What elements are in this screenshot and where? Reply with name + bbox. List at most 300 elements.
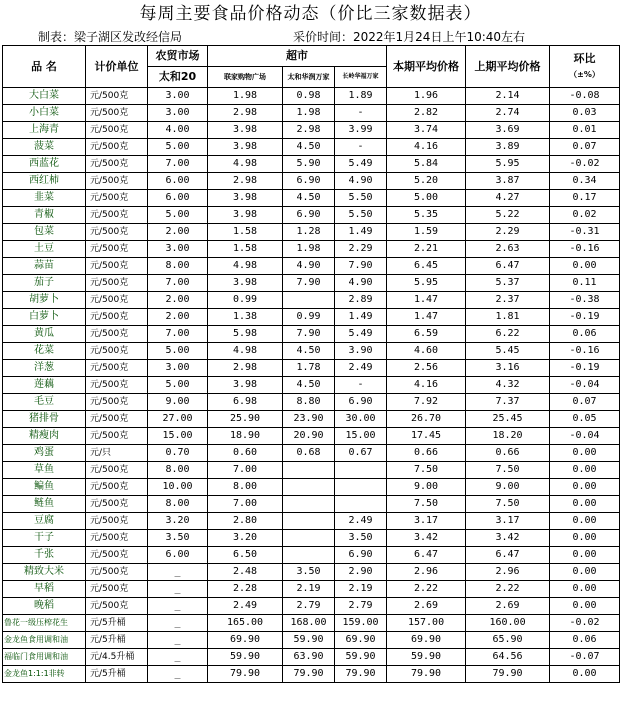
price-unit-cell: 元/500克 bbox=[86, 513, 148, 530]
table-row bbox=[3, 190, 620, 207]
change-cell: 0.00 bbox=[550, 598, 620, 615]
price-unit-cell: 元/500克 bbox=[86, 547, 148, 564]
price-unit-cell: 元/500克 bbox=[86, 326, 148, 343]
farm-market-price-cell: 8.00 bbox=[148, 258, 208, 275]
item-name-cell: 精瘦肉 bbox=[3, 428, 86, 445]
store2-price-cell: 4.50 bbox=[283, 377, 335, 394]
table-row bbox=[3, 479, 620, 496]
table-row bbox=[3, 292, 620, 309]
avg-now-cell: 5.20 bbox=[387, 173, 466, 190]
store2-price-cell: 168.00 bbox=[283, 615, 335, 632]
price-unit-cell: 元/500克 bbox=[86, 343, 148, 360]
store1-price-cell: 8.00 bbox=[208, 479, 283, 496]
avg-now-cell: 6.45 bbox=[387, 258, 466, 275]
item-name-cell: 洋葱 bbox=[3, 360, 86, 377]
table-row bbox=[3, 224, 620, 241]
store2-price-cell: 63.90 bbox=[283, 649, 335, 666]
store3-price-cell: 2.49 bbox=[335, 513, 387, 530]
avg-prev-cell: 2.74 bbox=[466, 105, 550, 122]
item-name-cell: 晚稻 bbox=[3, 598, 86, 615]
table-row bbox=[3, 632, 620, 649]
store2-price-cell: 2.98 bbox=[283, 122, 335, 139]
store1-price-cell: 2.28 bbox=[208, 581, 283, 598]
item-name-cell: 鸡蛋 bbox=[3, 445, 86, 462]
price-unit-cell: 元/500克 bbox=[86, 173, 148, 190]
table-row bbox=[3, 241, 620, 258]
avg-prev-cell: 3.89 bbox=[466, 139, 550, 156]
store1-price-cell: 3.20 bbox=[208, 530, 283, 547]
avg-prev-cell: 5.37 bbox=[466, 275, 550, 292]
store1-price-cell: 1.58 bbox=[208, 241, 283, 258]
farm-market-price-cell: 8.00 bbox=[148, 462, 208, 479]
price-unit-cell: 元/500克 bbox=[86, 360, 148, 377]
price-unit-cell: 元/500克 bbox=[86, 394, 148, 411]
avg-now-cell: 1.59 bbox=[387, 224, 466, 241]
price-unit-cell: 元/500克 bbox=[86, 598, 148, 615]
change-cell: 0.00 bbox=[550, 462, 620, 479]
change-cell: -0.19 bbox=[550, 309, 620, 326]
store3-price-cell: 4.90 bbox=[335, 173, 387, 190]
farm-market-price-cell: 3.00 bbox=[148, 241, 208, 258]
avg-now-cell: 69.90 bbox=[387, 632, 466, 649]
change-cell: 0.00 bbox=[550, 666, 620, 683]
farm-market-price-cell: 8.00 bbox=[148, 496, 208, 513]
store3-price-cell: - bbox=[335, 139, 387, 156]
table-row bbox=[3, 513, 620, 530]
table-row bbox=[3, 343, 620, 360]
col-store1-header: 联家购物广场 bbox=[208, 67, 283, 88]
item-name-cell: 上海青 bbox=[3, 122, 86, 139]
avg-prev-cell: 25.45 bbox=[466, 411, 550, 428]
price-unit-cell: 元/500克 bbox=[86, 581, 148, 598]
price-unit-cell: 元/500克 bbox=[86, 564, 148, 581]
store2-price-cell bbox=[283, 479, 335, 496]
store1-price-cell: 6.98 bbox=[208, 394, 283, 411]
item-name-cell: 福临门食用调和油 bbox=[3, 649, 86, 666]
store2-price-cell: 79.90 bbox=[283, 666, 335, 683]
avg-now-cell: 5.84 bbox=[387, 156, 466, 173]
avg-prev-cell: 2.69 bbox=[466, 598, 550, 615]
price-unit-cell: 元/500克 bbox=[86, 88, 148, 105]
avg-prev-cell: 6.47 bbox=[466, 258, 550, 275]
farm-market-price-cell: _ bbox=[148, 581, 208, 598]
price-table bbox=[2, 45, 620, 683]
avg-prev-cell: 5.22 bbox=[466, 207, 550, 224]
table-row bbox=[3, 581, 620, 598]
avg-now-cell: 79.90 bbox=[387, 666, 466, 683]
table-row bbox=[3, 666, 620, 683]
avg-now-cell: 2.82 bbox=[387, 105, 466, 122]
table-row bbox=[3, 394, 620, 411]
store1-price-cell: 3.98 bbox=[208, 122, 283, 139]
avg-prev-cell: 3.87 bbox=[466, 173, 550, 190]
item-name-cell: 韭菜 bbox=[3, 190, 86, 207]
avg-prev-cell: 79.90 bbox=[466, 666, 550, 683]
farm-market-price-cell: 3.20 bbox=[148, 513, 208, 530]
price-unit-cell: 元/只 bbox=[86, 445, 148, 462]
avg-prev-cell: 2.22 bbox=[466, 581, 550, 598]
change-cell: 0.00 bbox=[550, 547, 620, 564]
store1-price-cell: 69.90 bbox=[208, 632, 283, 649]
item-name-cell: 小白菜 bbox=[3, 105, 86, 122]
avg-now-cell: 7.50 bbox=[387, 462, 466, 479]
store1-price-cell: 1.58 bbox=[208, 224, 283, 241]
farm-market-price-cell: 2.00 bbox=[148, 224, 208, 241]
store3-price-cell: 3.99 bbox=[335, 122, 387, 139]
store2-price-cell: 6.90 bbox=[283, 173, 335, 190]
store1-price-cell: 25.90 bbox=[208, 411, 283, 428]
price-unit-cell: 元/5升桶 bbox=[86, 666, 148, 683]
store1-price-cell: 1.38 bbox=[208, 309, 283, 326]
price-unit-cell: 元/500克 bbox=[86, 275, 148, 292]
store2-price-cell: 5.90 bbox=[283, 156, 335, 173]
store2-price-cell: 1.98 bbox=[283, 241, 335, 258]
farm-market-price-cell: 3.50 bbox=[148, 530, 208, 547]
store2-price-cell: 7.90 bbox=[283, 326, 335, 343]
table-row bbox=[3, 428, 620, 445]
store3-price-cell: 15.00 bbox=[335, 428, 387, 445]
store2-price-cell: 4.50 bbox=[283, 139, 335, 156]
price-unit-cell: 元/500克 bbox=[86, 122, 148, 139]
col-store2-header: 太和华润万家 bbox=[283, 67, 335, 88]
avg-now-cell: 5.35 bbox=[387, 207, 466, 224]
store3-price-cell: 2.79 bbox=[335, 598, 387, 615]
price-unit-cell: 元/500克 bbox=[86, 411, 148, 428]
table-row bbox=[3, 530, 620, 547]
store1-price-cell: 2.80 bbox=[208, 513, 283, 530]
store2-price-cell: 6.90 bbox=[283, 207, 335, 224]
store2-price-cell: 0.68 bbox=[283, 445, 335, 462]
farm-market-price-cell: 27.00 bbox=[148, 411, 208, 428]
table-row bbox=[3, 564, 620, 581]
store1-price-cell: 2.98 bbox=[208, 173, 283, 190]
store1-price-cell: 0.99 bbox=[208, 292, 283, 309]
farm-market-price-cell: 10.00 bbox=[148, 479, 208, 496]
item-name-cell: 草鱼 bbox=[3, 462, 86, 479]
item-name-cell: 包菜 bbox=[3, 224, 86, 241]
change-cell: 0.00 bbox=[550, 479, 620, 496]
item-name-cell: 青椒 bbox=[3, 207, 86, 224]
item-name-cell: 胡萝卜 bbox=[3, 292, 86, 309]
store2-price-cell: 4.50 bbox=[283, 343, 335, 360]
change-cell: 0.06 bbox=[550, 632, 620, 649]
sheet-title: 每周主要食品价格动态（价比三家数据表） bbox=[139, 4, 482, 24]
store3-price-cell bbox=[335, 462, 387, 479]
avg-prev-cell: 3.16 bbox=[466, 360, 550, 377]
store1-price-cell: 5.98 bbox=[208, 326, 283, 343]
avg-now-cell: 5.00 bbox=[387, 190, 466, 207]
avg-prev-cell: 65.90 bbox=[466, 632, 550, 649]
change-cell: -0.16 bbox=[550, 343, 620, 360]
farm-market-price-cell: 7.00 bbox=[148, 326, 208, 343]
item-name-cell: 千张 bbox=[3, 547, 86, 564]
avg-now-cell: 9.00 bbox=[387, 479, 466, 496]
store1-price-cell: 6.50 bbox=[208, 547, 283, 564]
store1-price-cell: 7.00 bbox=[208, 496, 283, 513]
farm-market-price-cell: 5.00 bbox=[148, 207, 208, 224]
change-cell: 0.00 bbox=[550, 258, 620, 275]
item-name-cell: 菠菜 bbox=[3, 139, 86, 156]
change-cell: 0.00 bbox=[550, 496, 620, 513]
farm-market-price-cell: 2.00 bbox=[148, 309, 208, 326]
farm-market-price-cell: 7.00 bbox=[148, 156, 208, 173]
item-name-cell: 豆腐 bbox=[3, 513, 86, 530]
store3-price-cell: 59.90 bbox=[335, 649, 387, 666]
price-unit-cell: 元/4.5升桶 bbox=[86, 649, 148, 666]
price-unit-cell: 元/500克 bbox=[86, 156, 148, 173]
avg-now-cell: 2.21 bbox=[387, 241, 466, 258]
store3-price-cell bbox=[335, 479, 387, 496]
store3-price-cell: 79.90 bbox=[335, 666, 387, 683]
store3-price-cell: 2.89 bbox=[335, 292, 387, 309]
avg-now-cell: 3.42 bbox=[387, 530, 466, 547]
col-taihe-header: 太和20 bbox=[148, 67, 208, 88]
change-cell: 0.03 bbox=[550, 105, 620, 122]
avg-prev-cell: 2.63 bbox=[466, 241, 550, 258]
item-name-cell: 花菜 bbox=[3, 343, 86, 360]
price-unit-cell: 元/500克 bbox=[86, 207, 148, 224]
farm-market-price-cell: 2.00 bbox=[148, 292, 208, 309]
price-unit-cell: 元/500克 bbox=[86, 224, 148, 241]
store2-price-cell: 0.99 bbox=[283, 309, 335, 326]
item-name-cell: 早稻 bbox=[3, 581, 86, 598]
store3-price-cell: 7.90 bbox=[335, 258, 387, 275]
avg-prev-cell: 2.29 bbox=[466, 224, 550, 241]
avg-prev-cell: 4.32 bbox=[466, 377, 550, 394]
change-unit-label: （±%） bbox=[569, 69, 600, 79]
change-cell: 0.00 bbox=[550, 581, 620, 598]
store2-price-cell: 2.79 bbox=[283, 598, 335, 615]
table-row bbox=[3, 156, 620, 173]
store1-price-cell: 2.48 bbox=[208, 564, 283, 581]
farm-market-price-cell: 0.70 bbox=[148, 445, 208, 462]
store1-price-cell: 18.90 bbox=[208, 428, 283, 445]
col-farm-market-header: 农贸市场 bbox=[148, 46, 208, 67]
avg-prev-cell: 2.14 bbox=[466, 88, 550, 105]
store2-price-cell bbox=[283, 462, 335, 479]
store2-price-cell bbox=[283, 292, 335, 309]
farm-market-price-cell: 5.00 bbox=[148, 139, 208, 156]
change-cell: 0.07 bbox=[550, 394, 620, 411]
avg-now-cell: 4.60 bbox=[387, 343, 466, 360]
table-row bbox=[3, 207, 620, 224]
store3-price-cell: - bbox=[335, 377, 387, 394]
change-cell: -0.19 bbox=[550, 360, 620, 377]
change-cell: 0.05 bbox=[550, 411, 620, 428]
store2-price-cell: 1.98 bbox=[283, 105, 335, 122]
store1-price-cell: 7.00 bbox=[208, 462, 283, 479]
table-row bbox=[3, 173, 620, 190]
store1-price-cell: 79.90 bbox=[208, 666, 283, 683]
store2-price-cell bbox=[283, 496, 335, 513]
avg-prev-cell: 64.56 bbox=[466, 649, 550, 666]
store3-price-cell: 2.19 bbox=[335, 581, 387, 598]
table-row bbox=[3, 360, 620, 377]
avg-now-cell: 4.16 bbox=[387, 377, 466, 394]
change-cell: -0.02 bbox=[550, 156, 620, 173]
farm-market-price-cell: _ bbox=[148, 598, 208, 615]
store3-price-cell: 1.89 bbox=[335, 88, 387, 105]
change-cell: -0.04 bbox=[550, 377, 620, 394]
store2-price-cell: 1.28 bbox=[283, 224, 335, 241]
col-supermarket-header: 超市 bbox=[208, 46, 387, 67]
item-name-cell: 西蓝花 bbox=[3, 156, 86, 173]
col-avg-now-header: 本期平均价格 bbox=[387, 46, 466, 88]
store2-price-cell: 0.98 bbox=[283, 88, 335, 105]
table-row bbox=[3, 615, 620, 632]
farm-market-price-cell: _ bbox=[148, 632, 208, 649]
store1-price-cell: 3.98 bbox=[208, 139, 283, 156]
change-cell: 0.01 bbox=[550, 122, 620, 139]
table-row bbox=[3, 377, 620, 394]
store3-price-cell: 5.50 bbox=[335, 190, 387, 207]
change-cell: 0.06 bbox=[550, 326, 620, 343]
avg-now-cell: 1.47 bbox=[387, 309, 466, 326]
store2-price-cell bbox=[283, 547, 335, 564]
change-cell: 0.00 bbox=[550, 513, 620, 530]
price-unit-cell: 元/500克 bbox=[86, 241, 148, 258]
change-cell: 0.11 bbox=[550, 275, 620, 292]
store3-price-cell: 2.49 bbox=[335, 360, 387, 377]
change-cell: -0.16 bbox=[550, 241, 620, 258]
price-unit-cell: 元/500克 bbox=[86, 258, 148, 275]
item-name-cell: 干子 bbox=[3, 530, 86, 547]
avg-now-cell: 3.17 bbox=[387, 513, 466, 530]
store2-price-cell: 59.90 bbox=[283, 632, 335, 649]
farm-market-price-cell: 6.00 bbox=[148, 173, 208, 190]
change-cell: -0.07 bbox=[550, 649, 620, 666]
item-name-cell: 蒜苗 bbox=[3, 258, 86, 275]
avg-now-cell: 2.96 bbox=[387, 564, 466, 581]
store3-price-cell: 1.49 bbox=[335, 309, 387, 326]
store2-price-cell: 4.50 bbox=[283, 190, 335, 207]
farm-market-price-cell: 4.00 bbox=[148, 122, 208, 139]
store1-price-cell: 0.60 bbox=[208, 445, 283, 462]
item-name-cell: 土豆 bbox=[3, 241, 86, 258]
store2-price-cell: 3.50 bbox=[283, 564, 335, 581]
farm-market-price-cell: 3.00 bbox=[148, 88, 208, 105]
store2-price-cell: 20.90 bbox=[283, 428, 335, 445]
avg-now-cell: 2.69 bbox=[387, 598, 466, 615]
avg-prev-cell: 3.42 bbox=[466, 530, 550, 547]
price-unit-cell: 元/500克 bbox=[86, 496, 148, 513]
table-row bbox=[3, 326, 620, 343]
table-row bbox=[3, 649, 620, 666]
change-cell: -0.08 bbox=[550, 88, 620, 105]
avg-prev-cell: 4.27 bbox=[466, 190, 550, 207]
store2-price-cell bbox=[283, 530, 335, 547]
avg-now-cell: 1.47 bbox=[387, 292, 466, 309]
col-change-header bbox=[550, 46, 620, 88]
table-row bbox=[3, 139, 620, 156]
store3-price-cell: 159.00 bbox=[335, 615, 387, 632]
price-unit-cell: 元/500克 bbox=[86, 530, 148, 547]
table-body bbox=[3, 88, 620, 683]
change-cell: 0.17 bbox=[550, 190, 620, 207]
item-name-cell: 金龙鱼1:1:1非转 bbox=[3, 666, 86, 683]
farm-market-price-cell: 7.00 bbox=[148, 275, 208, 292]
avg-now-cell: 7.92 bbox=[387, 394, 466, 411]
table-row bbox=[3, 411, 620, 428]
item-name-cell: 莲藕 bbox=[3, 377, 86, 394]
item-name-cell: 金龙鱼食用调和油 bbox=[3, 632, 86, 649]
change-cell: 0.00 bbox=[550, 445, 620, 462]
avg-prev-cell: 6.47 bbox=[466, 547, 550, 564]
change-cell: -0.04 bbox=[550, 428, 620, 445]
price-unit-cell: 元/500克 bbox=[86, 190, 148, 207]
farm-market-price-cell: 3.00 bbox=[148, 360, 208, 377]
table-row bbox=[3, 309, 620, 326]
store3-price-cell: 2.29 bbox=[335, 241, 387, 258]
table-row bbox=[3, 547, 620, 564]
store3-price-cell: 5.50 bbox=[335, 207, 387, 224]
avg-now-cell: 6.47 bbox=[387, 547, 466, 564]
item-name-cell: 鲢鱼 bbox=[3, 496, 86, 513]
avg-now-cell: 4.16 bbox=[387, 139, 466, 156]
item-name-cell: 黄瓜 bbox=[3, 326, 86, 343]
col-name-header: 品 名 bbox=[3, 46, 86, 88]
org-label: 制表：梁子湖区发改经信局 bbox=[38, 30, 183, 44]
avg-prev-cell: 6.22 bbox=[466, 326, 550, 343]
store3-price-cell: 6.90 bbox=[335, 394, 387, 411]
store1-price-cell: 59.90 bbox=[208, 649, 283, 666]
store1-price-cell: 165.00 bbox=[208, 615, 283, 632]
store1-price-cell: 4.98 bbox=[208, 258, 283, 275]
avg-prev-cell: 9.00 bbox=[466, 479, 550, 496]
avg-prev-cell: 3.69 bbox=[466, 122, 550, 139]
farm-market-price-cell: _ bbox=[148, 564, 208, 581]
item-name-cell: 鲁花一级压榨花生 bbox=[3, 615, 86, 632]
avg-now-cell: 2.22 bbox=[387, 581, 466, 598]
store3-price-cell: 4.90 bbox=[335, 275, 387, 292]
avg-prev-cell: 2.37 bbox=[466, 292, 550, 309]
change-cell: 0.34 bbox=[550, 173, 620, 190]
table-row bbox=[3, 445, 620, 462]
store1-price-cell: 3.98 bbox=[208, 207, 283, 224]
avg-now-cell: 59.90 bbox=[387, 649, 466, 666]
avg-prev-cell: 18.20 bbox=[466, 428, 550, 445]
price-unit-cell: 元/5升桶 bbox=[86, 615, 148, 632]
price-unit-cell: 元/500克 bbox=[86, 139, 148, 156]
avg-prev-cell: 7.50 bbox=[466, 462, 550, 479]
store1-price-cell: 4.98 bbox=[208, 343, 283, 360]
farm-market-price-cell: 6.00 bbox=[148, 547, 208, 564]
store2-price-cell: 8.80 bbox=[283, 394, 335, 411]
avg-now-cell: 26.70 bbox=[387, 411, 466, 428]
item-name-cell: 猪排骨 bbox=[3, 411, 86, 428]
farm-market-price-cell: 3.00 bbox=[148, 105, 208, 122]
price-unit-cell: 元/500克 bbox=[86, 479, 148, 496]
avg-prev-cell: 0.66 bbox=[466, 445, 550, 462]
change-cell: 0.00 bbox=[550, 530, 620, 547]
farm-market-price-cell: 6.00 bbox=[148, 190, 208, 207]
store2-price-cell: 7.90 bbox=[283, 275, 335, 292]
table-row bbox=[3, 122, 620, 139]
col-store3-header: 长岭华福万家 bbox=[335, 67, 387, 88]
avg-now-cell: 6.59 bbox=[387, 326, 466, 343]
avg-prev-cell: 2.96 bbox=[466, 564, 550, 581]
change-cell: -0.38 bbox=[550, 292, 620, 309]
farm-market-price-cell: 5.00 bbox=[148, 377, 208, 394]
avg-prev-cell: 5.95 bbox=[466, 156, 550, 173]
table-row bbox=[3, 496, 620, 513]
avg-now-cell: 3.74 bbox=[387, 122, 466, 139]
change-label: 环比 bbox=[573, 51, 596, 65]
avg-prev-cell: 1.81 bbox=[466, 309, 550, 326]
store1-price-cell: 3.98 bbox=[208, 275, 283, 292]
change-cell: 0.07 bbox=[550, 139, 620, 156]
change-cell: -0.02 bbox=[550, 615, 620, 632]
